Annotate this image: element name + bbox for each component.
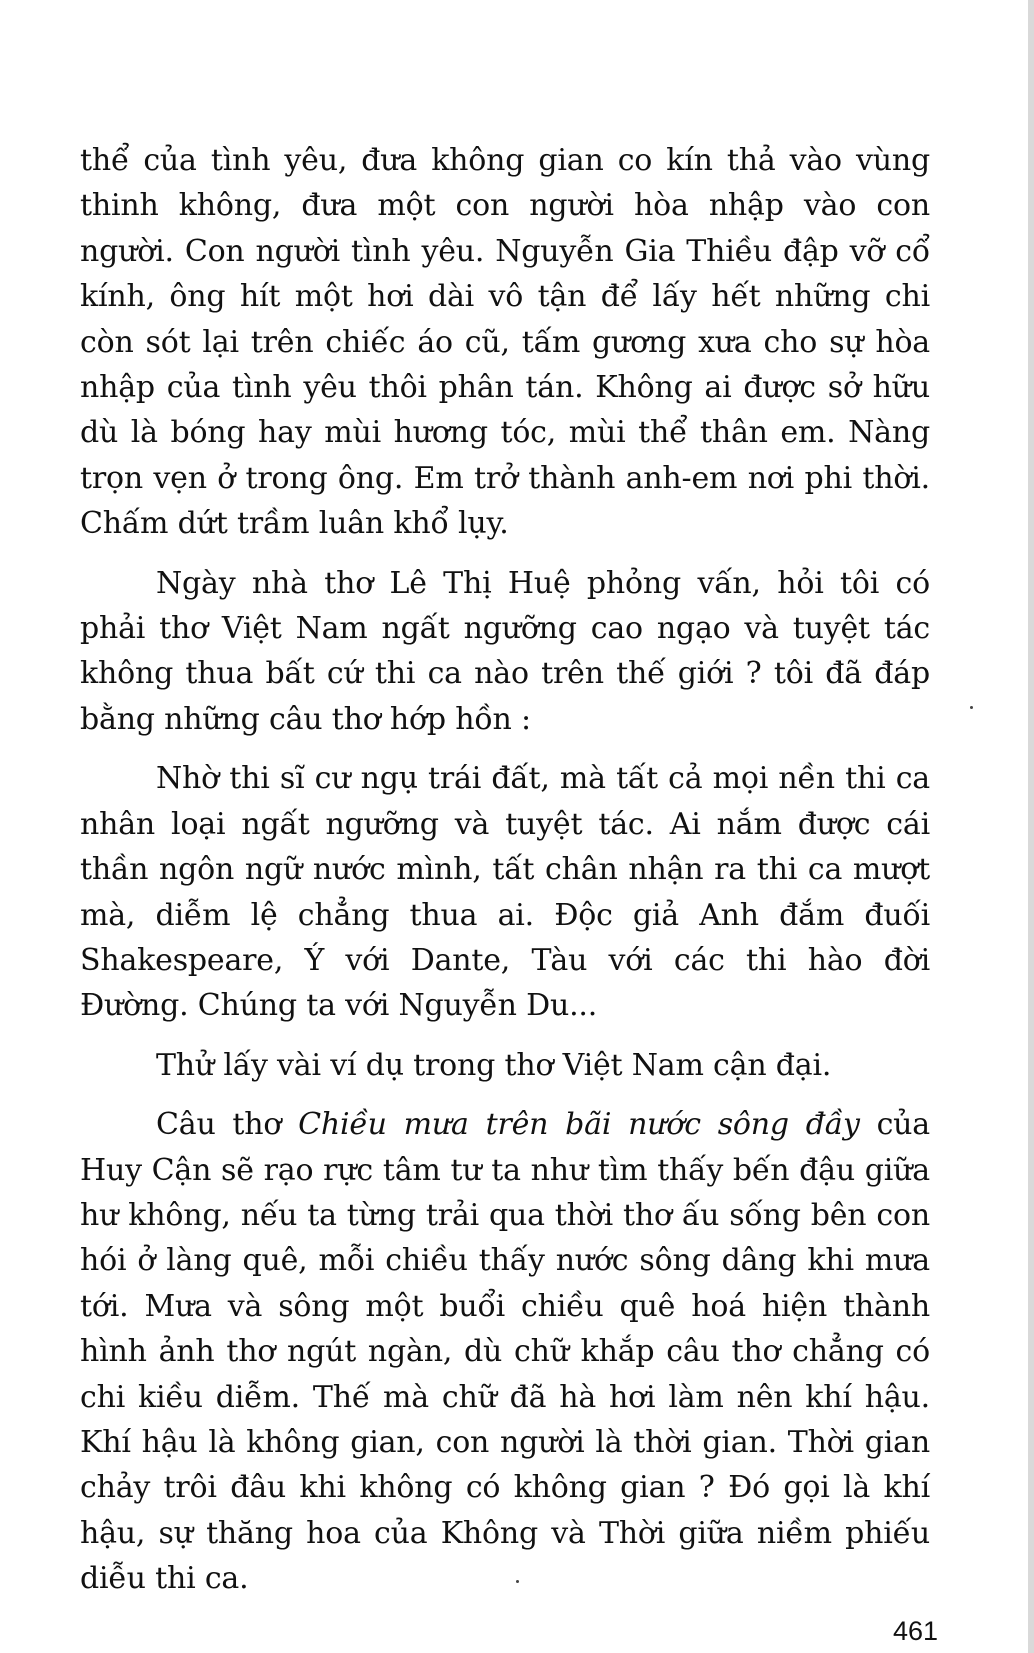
scan-speck: [516, 1580, 519, 1583]
page-body: [80, 138, 930, 1616]
paragraph-4: Thử lấy vài ví dụ trong thơ Việt Nam cận đại.: [156, 1047, 832, 1083]
scan-speck: [970, 706, 973, 709]
scan-edge: [1028, 0, 1034, 1653]
page-number: 461: [892, 1616, 938, 1646]
paragraph-1: thể của tình yêu, đưa không gian co kín thả vào vùng thinh không, đưa một con người hòa nhập vào con người. Con người tình yêu. Nguyễn Gia Thiều đập vỡ cổ kính, ông hít một hơi dài vô tận để lấy hết những chi còn sót lại trên chiếc áo cũ, tấm gương xưa cho sự hòa nhập của tình yêu thôi phân tán. Không ai được sở hữu dù là bóng hay mùi hương tóc, mùi thể thân em. Nàng trọn vẹn ở trong ông. Em trở thành anh-em nơi phi thời. Chấm dứt trầm luân khổ lụy.: [80, 143, 930, 542]
paragraph-2: Ngày nhà thơ Lê Thị Huệ phỏng vấn, hỏi tôi có phải thơ Việt Nam ngất ngưỡng cao ngạo và tuyệt tác không thua bất cứ thi ca nào trên thế giới ? tôi đã đáp bằng những câu thơ hớp hồn :: [80, 565, 930, 737]
paragraph-5: [80, 1102, 930, 1601]
paragraph-5-before: Câu thơ: [156, 1107, 299, 1143]
poem-title-italic: Chiều mưa trên bãi nước sông đầy: [298, 1107, 860, 1143]
paragraph-5-after: của Huy Cận sẽ rạo rực tâm tư ta như tìm thấy bến đậu giữa hư không, nếu ta từng trải qua thời thơ ấu sống bên con hói ở làng quê, mỗi chiều thấy nước sông dâng khi mưa tới. Mưa và sông một buổi chiều quê hoá hiện thành hình ảnh thơ ngút ngàn, dù chữ khắp câu thơ chẳng có chi kiều diễm. Thế mà chữ đã hà hơi làm nên khí hậu. Khí hậu là không gian, con người là thời gian. Thời gian chảy trôi đâu khi không có không gian ? Đó gọi là khí hậu, sự thăng hoa của Không và Thời giữa niềm phiếu diễu thi ca.: [80, 1107, 930, 1597]
paragraph-3: Nhờ thi sĩ cư ngụ trái đất, mà tất cả mọi nền thi ca nhân loại ngất ngưỡng và tuyệt tác. Ai nắm được cái thần ngôn ngữ nước mình, tất chân nhận ra thi ca mượt mà, diễm lệ chẳng thua ai. Độc giả Anh đắm đuối Shakespeare, Ý với Dante, Tàu với các thi hào đời Đường. Chúng ta với Nguyễn Du...: [80, 761, 930, 1024]
